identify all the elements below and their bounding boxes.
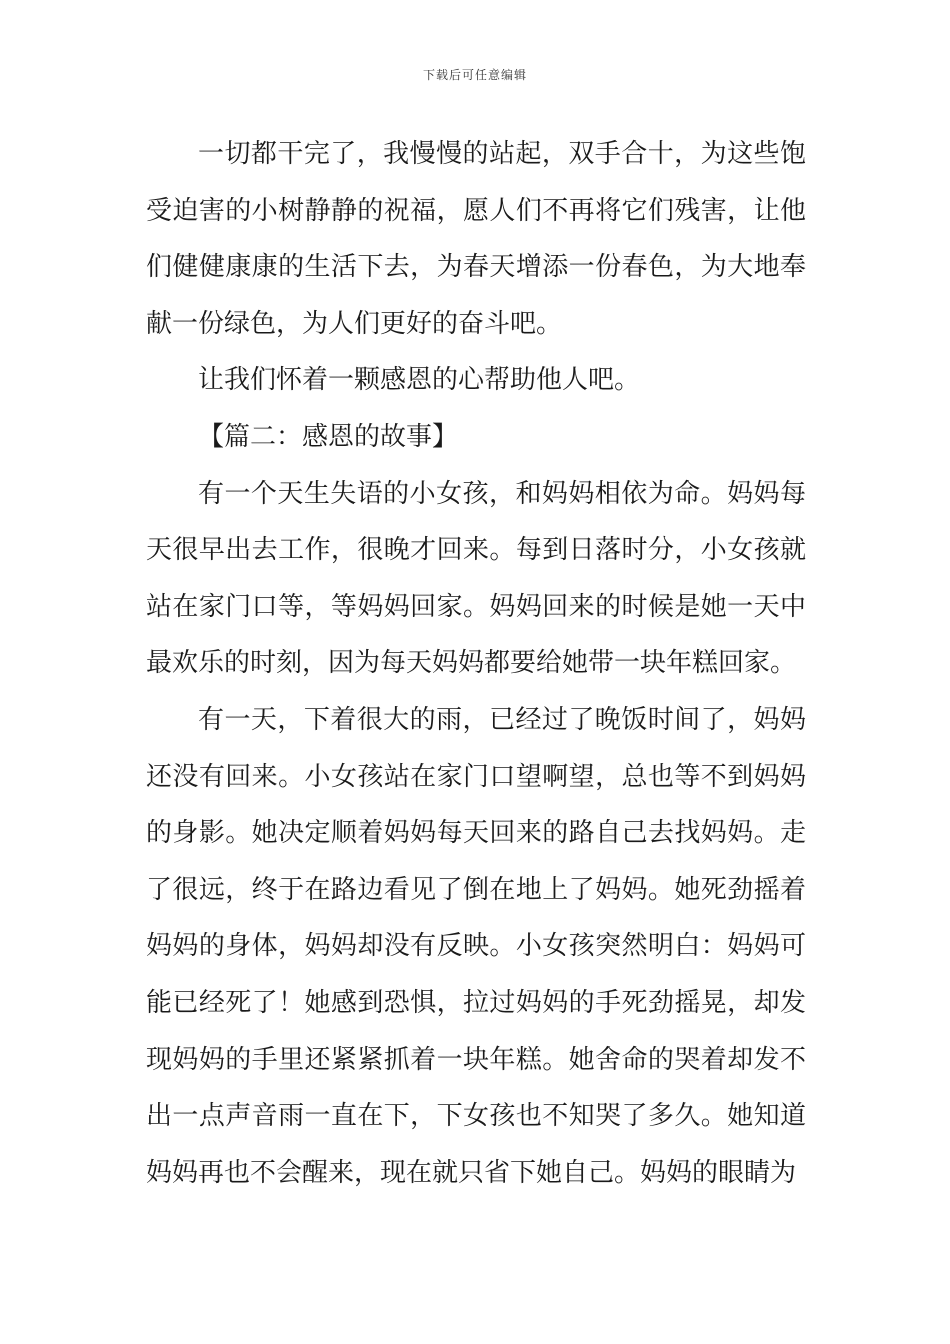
paragraph-story-rain: 有一天，下着很大的雨，已经过了晚饭时间了，妈妈还没有回来。小女孩站在家门口望啊望，总也等不到妈妈的身影。她决定顺着妈妈每天回来的路自己去找妈妈。走了很远，终于在路边看见了倒在地上了妈妈。她死劲摇着妈妈的身体，妈妈却没有反映。小女孩突然明白：妈妈可能已经死了！她感到恐惧，拉过妈妈的手死劲摇晃，却发现妈妈的手里还紧紧抓着一块年糕。她舍命的哭着却发不出一点声音雨一直在下，下女孩也不知哭了多久。她知道妈妈再也不会醒来，现在就只省下她自己。妈妈的眼睛为 — [146, 704, 806, 1188]
document-body — [146, 126, 806, 1201]
paragraph-blessing: 一切都干完了，我慢慢的站起，双手合十，为这些饱受迫害的小树静静的祝福，愿人们不再将它们残害，让他们健健康康的生活下去，为春天增添一份春色，为大地奉献一份绿色，为人们更好的奋斗吧。 — [146, 139, 806, 339]
paragraph-gratitude-call: 让我们怀着一颗感恩的心帮助他人吧。 — [198, 365, 641, 396]
paragraph-story-intro: 有一个天生失语的小女孩，和妈妈相依为命。妈妈每天很早出去工作，很晚才回来。每到日落时分，小女孩就站在家门口等，等妈妈回家。妈妈回来的时候是她一天中最欢乐的时刻，因为每天妈妈都要给她带一块年糕回家。 — [146, 478, 806, 679]
page-header-note: 下载后可任意编辑 — [422, 68, 527, 82]
section-heading: 【篇二：感恩的故事】 — [198, 421, 459, 452]
